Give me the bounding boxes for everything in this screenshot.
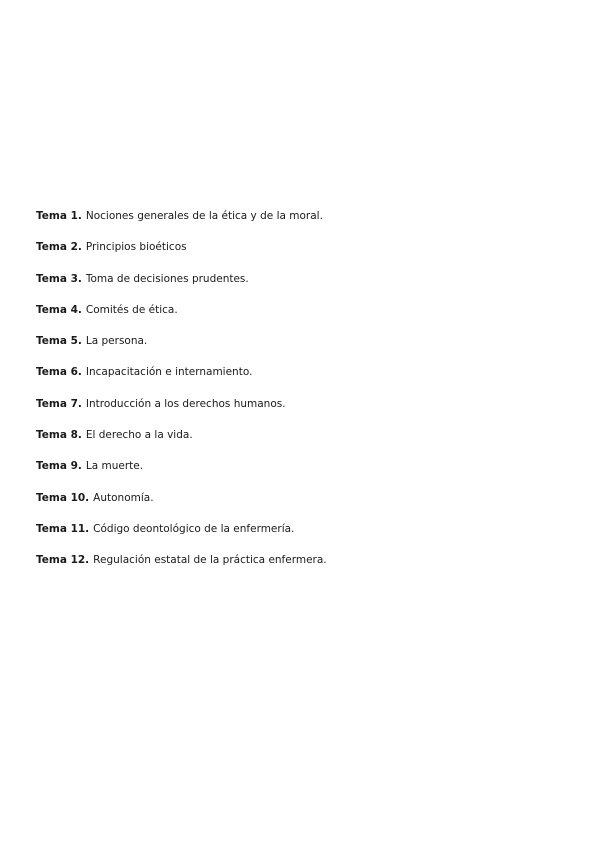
topic-title: El derecho a la vida. [85,429,193,442]
topic-title: La persona. [85,335,148,348]
topic-title: Incapacitación e internamiento. [85,366,253,379]
topic-number: Tema 6. [36,366,82,379]
topic-title: Comités de ética. [85,303,178,316]
toc-item-1 [36,209,327,240]
topic-title: Introducción a los derechos humanos. [85,397,286,410]
table-of-contents [36,209,327,585]
topic-title: Regulación estatal de la práctica enfermera. [93,554,327,567]
topic-title: Principios bioéticos [85,241,187,254]
topic-number: Tema 2. [36,241,82,254]
topic-title: Nociones generales de la ética y de la moral. [85,210,323,222]
topic-number: Tema 3. [36,272,82,285]
topic-number: Tema 5. [36,335,82,348]
toc-item-3 [36,272,327,303]
topic-title: Toma de decisiones prudentes. [85,272,249,285]
topic-number: Tema 12. [36,554,90,567]
toc-item-5 [36,334,327,365]
toc-item-12 [36,553,327,584]
topic-title: Código deontológico de la enfermería. [93,522,295,535]
topic-number: Tema 4. [36,303,82,316]
topic-number: Tema 8. [36,429,82,442]
toc-item-2 [36,240,327,271]
topic-title: Autonomía. [93,491,154,504]
toc-item-6 [36,365,327,396]
topic-number: Tema 7. [36,397,82,410]
topic-title: La muerte. [85,460,144,473]
topic-number: Tema 9. [36,460,82,473]
toc-item-8 [36,428,327,459]
topic-number: Tema 10. [36,491,90,504]
toc-item-10 [36,491,327,522]
toc-item-9 [36,459,327,490]
toc-item-4 [36,303,327,334]
toc-item-11 [36,522,327,553]
toc-item-7 [36,397,327,428]
topic-number: Tema 11. [36,522,90,535]
topic-number: Tema 1. [36,210,82,222]
